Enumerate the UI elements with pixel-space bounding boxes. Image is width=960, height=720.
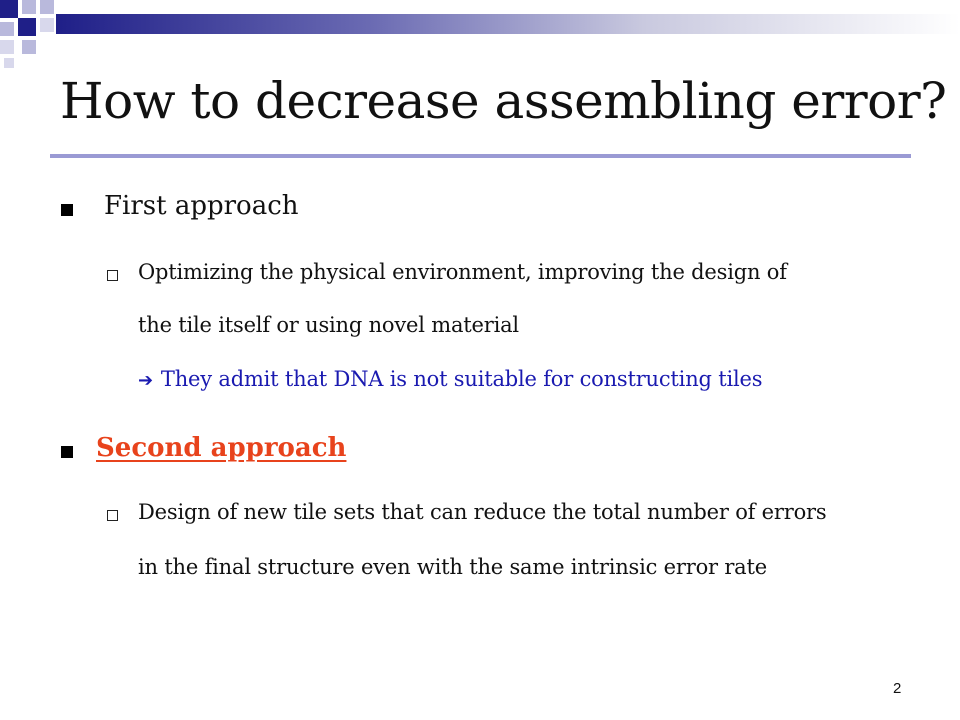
decor-square [18, 18, 36, 36]
decor-square [0, 0, 18, 18]
second-approach-detail-line1: Design of new tile sets that can reduce the total number of errors [138, 500, 827, 524]
decor-square [0, 22, 14, 36]
bullet-square-icon [61, 446, 73, 458]
hollow-square-bullet-icon [107, 510, 118, 521]
decor-square [4, 58, 14, 68]
first-approach-conclusion [138, 367, 762, 391]
decor-square [0, 40, 14, 54]
decor-square [40, 18, 54, 32]
conclusion-text: They admit that DNA is not suitable for constructing tiles [160, 367, 763, 391]
first-approach-detail-line1: Optimizing the physical environment, improving the design of [138, 260, 787, 284]
right-arrow-icon: ➔ [138, 370, 153, 391]
decor-square [22, 40, 36, 54]
bullet-square-icon [61, 204, 73, 216]
hollow-square-bullet-icon [107, 270, 118, 281]
page-number: 2 [893, 680, 902, 697]
decor-square [22, 0, 36, 14]
header-gradient-bar [56, 14, 960, 34]
title-underline [50, 154, 911, 158]
second-approach-detail-line2: in the final structure even with the same intrinsic error rate [138, 555, 767, 579]
decor-square [40, 0, 54, 14]
slide-title: How to decrease assembling error? [60, 72, 947, 130]
first-approach-detail-line2: the tile itself or using novel material [138, 313, 519, 337]
first-approach-heading: First approach [104, 191, 299, 221]
second-approach-heading: Second approach [96, 433, 347, 463]
